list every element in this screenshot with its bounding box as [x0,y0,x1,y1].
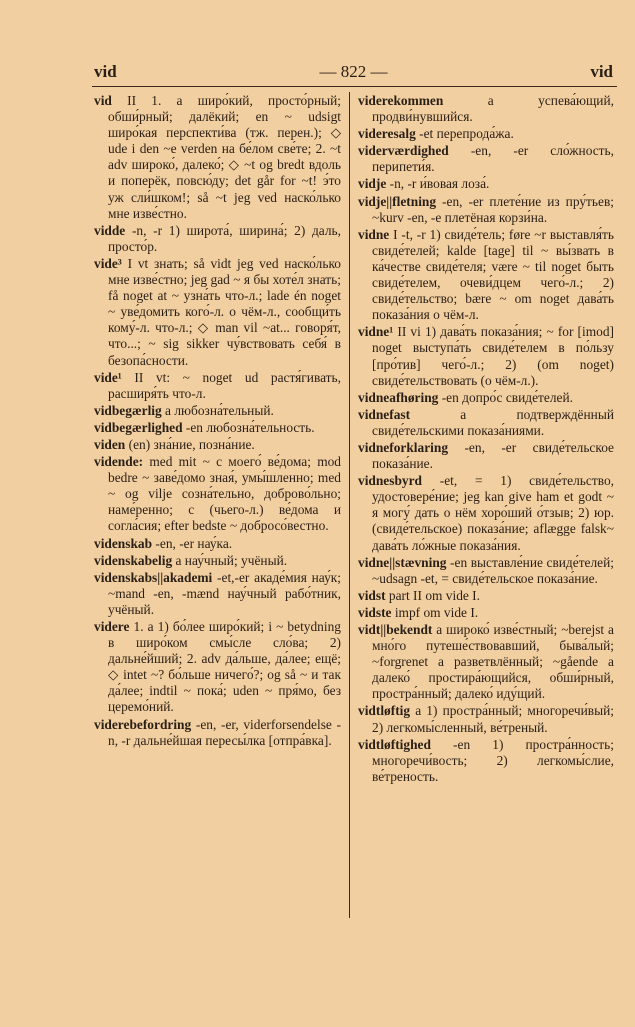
entry-definition: a успева́ющий, продви́нувшийся. [372,93,614,125]
entry-headword: vidnefast [358,406,411,422]
entry-definition: -en 1) простра́нность; многоречи́вость; 2) легкомы́слие, ве́треность. [372,736,614,784]
entry-headword: viderværdighed [358,143,449,159]
entry-headword: vidtløftighed [358,736,431,752]
entry-headword: vidje||fletning [358,193,437,209]
dictionary-entry [94,93,341,222]
entry-headword: viden [94,436,126,452]
entry-headword: vid [94,93,112,108]
dictionary-entry [358,390,614,406]
page-number: — 822 — [319,62,388,81]
left-running-headword: vid [94,62,117,81]
dictionary-entry [94,223,341,255]
entry-definition: I vt знать; så vidt jeg ved наско́лько мне изве́стно; jeg gad ~ я бы хоте́л знать; få noget at ~ узна́ть что-л.; lade én noget ~ уве́домить кого́-л. о чём-л., сообщи́ть кому́-л. что-л.; ◇ man vil ~at... говоря́т, что...; ~ sig sikker чу́вствовать себя́ в безопа́сности. [108,255,341,368]
entry-headword: videnskab [94,535,153,551]
dictionary-entry [94,536,341,552]
entry-definition: -et, = 1) свиде́тельство, удостовере́ние; jeg kan give ham et godt ~ я могу́ дать о нём хоро́ший о́тзыв; 2) юр. (свиде́тельское) показа́ние; aflægge falsk~ дава́ть ло́жные показа́ния. [372,473,614,553]
right-column [358,93,614,786]
entry-definition: 1. a 1) бо́лее широ́кий; i ~ betydning в широ́ком смы́сле сло́ва; 2) дальне́йший; 2. adv да́льше, да́лее; ещё; ◇ intet ~? бо́льше ничего́?; og så ~ и так да́лее; indtil ~ пока́; uden ~ пря́мо, без церемо́ний. [108,619,341,715]
right-running-headword: vid [590,62,613,81]
entry-definition: II vi 1) дава́ть показа́ния; ~ for [imod] noget выступа́ть свиде́телем в по́льзу [про́тив] чего́-л.; 2) (om noget) свиде́тельствовать (о чём-л.). [372,324,614,388]
entry-definition: a любозна́тельный. [161,402,274,418]
entry-definition: -en любозна́тельность. [182,419,315,435]
dictionary-entry [358,737,614,785]
dictionary-entry [94,420,341,436]
entry-headword: vide³ [94,255,122,271]
entry-definition: -n, -r 1) широта́, ширина́; 2) даль, просто́р. [108,222,341,254]
dictionary-entry [94,619,341,716]
entry-headword: vidneforklaring [358,439,449,455]
entry-definition: (en) зна́ние, позна́ние. [125,436,255,452]
entry-definition: -en, -er, viderforsendelse -n, -r дальне́йшая пересы́лка [отпра́вка]. [108,716,341,748]
entry-headword: videnskabs||akademi [94,569,213,585]
dictionary-entry [358,703,614,735]
entry-headword: vidne [358,226,390,242]
entry-definition: -et перепрода́жа. [415,126,514,142]
dictionary-entry [358,473,614,553]
dictionary-entry [358,93,614,125]
entry-headword: vidnesbyrd [358,473,422,489]
dictionary-entry [94,370,341,402]
dictionary-entry [358,407,614,439]
entry-definition: med mit ~ с моего́ ве́дома; mod bedre ~ заве́домо зная́, умы́шленно; med ~ og vilje созна́тельно, доброво́льно; наме́ренно; с (чьего-л.) ве́дома и согла́сия; efter bedste ~ добросо́вестно. [108,454,341,534]
entry-headword: vidtløftig [358,703,411,719]
entry-definition: -n, -r и́вовая лоза́. [386,176,490,192]
entry-definition: -en, -er свиде́тельское показа́ние. [372,439,614,472]
entry-definition: II 1. a широ́кий, просто́рный; обши́рный; далёкий; en ~ udsigt широ́кая перспекти́ва (тж. перен.); ◇ ude i den ~e verden на бе́лом све́те; 2. ~t adv широко́, далеко́; ◇ ~t og bredt вдоль и поперёк, повсю́ду; det går for ~t! э́то уж сли́шком!; så ~t jeg ved наско́лько мне изве́стно. [108,93,341,221]
entry-definition: -en выставле́ние свиде́телей; ~udsagn -et, = свиде́тельское показа́ние. [372,554,614,586]
dictionary-entry [94,437,341,453]
entry-headword: vide¹ [94,369,122,385]
entry-headword: viderebefordring [94,716,192,732]
entry-definition: -en, -er плете́ние из пру́тьев; ~kurv -en, -e плетёная корзи́на. [372,193,614,225]
entry-definition: -en, -er сло́жность, перипети́я. [372,143,614,175]
dictionary-entry [358,324,614,388]
page-header [94,62,613,86]
dictionary-entry [358,126,614,142]
entry-headword: viderekommen [358,93,444,108]
dictionary-entry [94,403,341,419]
dictionary-entry [94,717,341,749]
column-divider [349,92,350,918]
dictionary-entry [358,588,614,604]
dictionary-entry [358,143,614,175]
entry-definition: a подтверждённый свиде́тельскими показа́ниями. [372,406,614,438]
dictionary-entry [358,555,614,587]
dictionary-entry [358,440,614,472]
entry-definition: -et,-er акаде́мия нау́к; ~mand -en, -mænd нау́чный рабо́тник, учёный. [108,569,341,617]
entry-headword: vidste [358,604,392,620]
header-rule [92,86,617,87]
entry-headword: vidje [358,176,387,192]
entry-headword: videresalg [358,126,416,142]
entry-headword: vidst [358,587,386,603]
left-column [94,93,341,750]
dictionary-entry [358,227,614,324]
entry-definition: -en, -er нау́ка. [152,535,233,551]
entry-headword: vidt||bekendt [358,622,433,637]
dictionary-entry [94,570,341,618]
dictionary-entry [94,553,341,569]
entry-headword: vidne||stævning [358,554,447,570]
entry-definition: a нау́чный; учёный. [172,552,288,568]
entry-headword: vidbegærlighed [94,419,183,435]
entry-definition: I -t, -r 1) свиде́тель; føre ~r выставля́ть свиде́телей; kalde [tage] til ~ вы́звать в ка́честве свиде́теля; være ~ til noget быть свиде́телем, очеви́дцем чего́-л.; 2) свиде́тельство; bære ~ om noget дава́ть показа́ния о чём-л. [372,226,614,323]
entry-definition: impf om vide I. [391,604,479,620]
dictionary-entry [358,194,614,226]
dictionary-entry [94,454,341,534]
entry-headword: videre [94,619,130,634]
entry-definition: -en допро́с свиде́телей. [438,389,573,405]
dictionary-entry [358,176,614,192]
dictionary-entry [358,622,614,702]
entry-definition: a 1) простра́нный; многоречи́вый; 2) легкомы́сленный, ве́треный. [372,703,614,735]
dictionary-entry [358,605,614,621]
entry-headword: vidde [94,222,126,238]
entry-headword: videnskabelig [94,552,173,568]
dictionary-entry [94,256,341,369]
entry-headword: vidende: [94,454,144,470]
entry-headword: vidneafhøring [358,389,439,405]
entry-definition: a широко́ изве́стный; ~berejst a мно́го путеше́ствовавший, быва́лый; ~forgrenet a разветвлённый; ~gående a далеко́ простира́ющийся, обши́рный, простра́нный; далеко́ иду́щий. [372,622,614,702]
entry-definition: part II om vide I. [385,587,480,603]
entry-definition: II vt: ~ noget ud растя́гивать, расширя́ть что-л. [108,369,341,401]
entry-headword: vidne¹ [358,324,394,340]
entry-headword: vidbegærlig [94,402,162,418]
